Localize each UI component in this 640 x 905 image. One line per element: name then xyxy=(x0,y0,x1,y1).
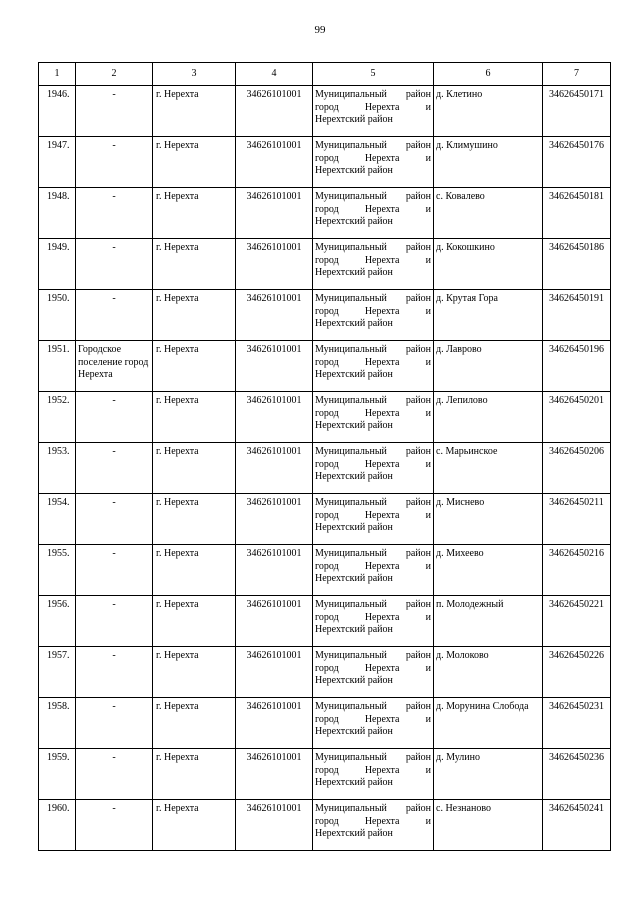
municipality-word: Муниципальный xyxy=(315,803,387,814)
municipality-word: Муниципальный xyxy=(315,191,387,202)
column-header-3: 3 xyxy=(153,63,236,86)
municipality-word: Нерехта xyxy=(364,101,400,113)
oktmo-code-cell: 34626101001 xyxy=(236,647,313,698)
city-cell: г. Нерехта xyxy=(153,290,236,341)
municipality-line xyxy=(315,650,431,663)
column-header-6: 6 xyxy=(434,63,543,86)
okato-code-cell: 34626450241 xyxy=(543,800,611,851)
municipality-word: город xyxy=(315,356,339,368)
municipality-word: район xyxy=(405,548,431,559)
municipality-line xyxy=(315,408,431,421)
oktmo-code-cell: 34626101001 xyxy=(236,290,313,341)
municipality-word: город xyxy=(315,101,339,113)
settlement-cell: - xyxy=(76,647,153,698)
municipality-word: город xyxy=(315,611,339,623)
municipality-line xyxy=(315,102,431,115)
oktmo-code-cell: 34626101001 xyxy=(236,188,313,239)
municipality-cell xyxy=(313,494,434,545)
municipality-line xyxy=(315,357,431,370)
okato-code-cell: 34626450176 xyxy=(543,137,611,188)
settlement-cell: - xyxy=(76,188,153,239)
municipality-word: Нерехта xyxy=(364,152,400,164)
municipality-line xyxy=(315,255,431,268)
municipality-word: Муниципальный xyxy=(315,497,387,508)
municipality-word: город xyxy=(315,152,339,164)
table-row xyxy=(39,137,611,188)
municipality-cell xyxy=(313,290,434,341)
okato-code-cell: 34626450211 xyxy=(543,494,611,545)
settlement-cell: - xyxy=(76,698,153,749)
okato-code-cell: 34626450236 xyxy=(543,749,611,800)
municipality-word: район xyxy=(405,395,431,406)
municipality-word: Нерехта xyxy=(364,611,400,623)
municipality-word: район xyxy=(405,344,431,355)
municipality-word: Нерехта xyxy=(364,305,400,317)
municipality-line: Нерехтский район xyxy=(315,726,393,737)
municipality-word: Нерехта xyxy=(364,713,400,725)
table-row xyxy=(39,239,611,290)
city-cell: г. Нерехта xyxy=(153,749,236,800)
row-number-cell: 1953. xyxy=(39,443,76,494)
municipality-cell xyxy=(313,443,434,494)
row-number-cell: 1958. xyxy=(39,698,76,749)
okato-code-cell: 34626450231 xyxy=(543,698,611,749)
okato-code-cell: 34626450196 xyxy=(543,341,611,392)
municipality-line xyxy=(315,701,431,714)
municipality-line xyxy=(315,306,431,319)
municipality-word: район xyxy=(405,242,431,253)
municipality-word: Нерехта xyxy=(364,560,400,572)
municipality-word: Муниципальный xyxy=(315,548,387,559)
locality-cell: с. Незнаново xyxy=(434,800,543,851)
municipality-word: город xyxy=(315,509,339,521)
municipality-word: город xyxy=(315,560,339,572)
row-number-cell: 1947. xyxy=(39,137,76,188)
okato-code-cell: 34626450216 xyxy=(543,545,611,596)
table-row xyxy=(39,749,611,800)
settlement-cell: - xyxy=(76,443,153,494)
municipality-line xyxy=(315,803,431,816)
municipality-line: Нерехтский район xyxy=(315,267,393,278)
municipality-word: район xyxy=(405,293,431,304)
municipality-word: район xyxy=(405,191,431,202)
table-row xyxy=(39,494,611,545)
oktmo-code-cell: 34626101001 xyxy=(236,239,313,290)
municipality-word: район xyxy=(405,446,431,457)
column-header-2: 2 xyxy=(76,63,153,86)
locality-cell: д. Кокошкино xyxy=(434,239,543,290)
municipality-word: и xyxy=(425,662,431,674)
column-header-1: 1 xyxy=(39,63,76,86)
municipality-word: и xyxy=(425,560,431,572)
locality-cell: д. Клетино xyxy=(434,86,543,137)
municipality-line xyxy=(315,599,431,612)
municipality-cell xyxy=(313,647,434,698)
row-number-cell: 1951. xyxy=(39,341,76,392)
city-cell: г. Нерехта xyxy=(153,698,236,749)
row-number-cell: 1960. xyxy=(39,800,76,851)
municipality-line xyxy=(315,561,431,574)
oktmo-code-cell: 34626101001 xyxy=(236,86,313,137)
municipality-word: район xyxy=(405,89,431,100)
city-cell: г. Нерехта xyxy=(153,137,236,188)
municipality-line: Нерехтский район xyxy=(315,420,393,431)
municipality-word: и xyxy=(425,815,431,827)
municipality-line xyxy=(315,510,431,523)
row-number-cell: 1946. xyxy=(39,86,76,137)
municipality-cell xyxy=(313,239,434,290)
city-cell: г. Нерехта xyxy=(153,239,236,290)
municipality-line: Нерехтский район xyxy=(315,828,393,839)
municipality-line: Нерехтский район xyxy=(315,675,393,686)
municipality-line: Нерехтский район xyxy=(315,522,393,533)
municipality-word: Муниципальный xyxy=(315,650,387,661)
municipality-word: город xyxy=(315,713,339,725)
municipality-word: и xyxy=(425,509,431,521)
row-number-cell: 1952. xyxy=(39,392,76,443)
table-body xyxy=(39,86,611,851)
oktmo-code-cell: 34626101001 xyxy=(236,137,313,188)
city-cell: г. Нерехта xyxy=(153,443,236,494)
table-row xyxy=(39,392,611,443)
page-number: 99 xyxy=(314,24,326,36)
municipality-line xyxy=(315,395,431,408)
locality-cell: д. Михеево xyxy=(434,545,543,596)
city-cell: г. Нерехта xyxy=(153,800,236,851)
municipality-word: Муниципальный xyxy=(315,140,387,151)
settlement-cell: Городское поселение город Нерехта xyxy=(76,341,153,392)
municipality-line xyxy=(315,242,431,255)
settlement-cell: - xyxy=(76,137,153,188)
locality-cell: д. Лаврово xyxy=(434,341,543,392)
municipality-word: Муниципальный xyxy=(315,446,387,457)
municipality-line xyxy=(315,612,431,625)
municipality-word: и xyxy=(425,101,431,113)
municipality-word: район xyxy=(405,701,431,712)
row-number-cell: 1954. xyxy=(39,494,76,545)
municipality-word: Муниципальный xyxy=(315,89,387,100)
column-header-4: 4 xyxy=(236,63,313,86)
municipality-line: Нерехтский район xyxy=(315,777,393,788)
municipality-word: и xyxy=(425,713,431,725)
municipality-word: Муниципальный xyxy=(315,293,387,304)
city-cell: г. Нерехта xyxy=(153,188,236,239)
city-cell: г. Нерехта xyxy=(153,545,236,596)
table-row xyxy=(39,698,611,749)
municipality-word: район xyxy=(405,140,431,151)
table-row xyxy=(39,647,611,698)
settlement-cell: - xyxy=(76,392,153,443)
municipality-word: и xyxy=(425,356,431,368)
municipality-cell xyxy=(313,749,434,800)
municipality-cell xyxy=(313,698,434,749)
municipality-line xyxy=(315,663,431,676)
municipality-line: Нерехтский район xyxy=(315,369,393,380)
locality-cell: д. Миснево xyxy=(434,494,543,545)
municipality-word: город xyxy=(315,254,339,266)
municipality-word: Нерехта xyxy=(364,815,400,827)
table-row xyxy=(39,596,611,647)
municipality-word: город xyxy=(315,305,339,317)
settlements-table xyxy=(38,62,611,851)
okato-code-cell: 34626450186 xyxy=(543,239,611,290)
municipality-line xyxy=(315,765,431,778)
municipality-word: Нерехта xyxy=(364,254,400,266)
municipality-line xyxy=(315,191,431,204)
okato-code-cell: 34626450201 xyxy=(543,392,611,443)
municipality-line: Нерехтский район xyxy=(315,624,393,635)
municipality-line xyxy=(315,89,431,102)
row-number-cell: 1959. xyxy=(39,749,76,800)
municipality-cell xyxy=(313,596,434,647)
municipality-word: Нерехта xyxy=(364,764,400,776)
okato-code-cell: 34626450181 xyxy=(543,188,611,239)
municipality-word: район xyxy=(405,752,431,763)
settlement-cell: - xyxy=(76,494,153,545)
municipality-word: и xyxy=(425,458,431,470)
municipality-word: район xyxy=(405,599,431,610)
settlement-cell: - xyxy=(76,800,153,851)
municipality-line xyxy=(315,816,431,829)
municipality-word: город xyxy=(315,458,339,470)
municipality-word: Нерехта xyxy=(364,458,400,470)
municipality-line: Нерехтский район xyxy=(315,165,393,176)
municipality-line xyxy=(315,344,431,357)
municipality-word: район xyxy=(405,803,431,814)
municipality-line xyxy=(315,204,431,217)
municipality-word: Муниципальный xyxy=(315,344,387,355)
municipality-line xyxy=(315,459,431,472)
settlement-cell: - xyxy=(76,596,153,647)
municipality-word: Нерехта xyxy=(364,509,400,521)
municipality-line: Нерехтский район xyxy=(315,471,393,482)
municipality-word: и xyxy=(425,407,431,419)
municipality-word: и xyxy=(425,254,431,266)
settlement-cell: - xyxy=(76,239,153,290)
municipality-cell xyxy=(313,137,434,188)
row-number-cell: 1949. xyxy=(39,239,76,290)
locality-cell: п. Молодежный xyxy=(434,596,543,647)
municipality-word: город xyxy=(315,407,339,419)
municipality-word: город xyxy=(315,815,339,827)
oktmo-code-cell: 34626101001 xyxy=(236,494,313,545)
municipality-line xyxy=(315,548,431,561)
municipality-cell xyxy=(313,86,434,137)
oktmo-code-cell: 34626101001 xyxy=(236,749,313,800)
municipality-line: Нерехтский район xyxy=(315,114,393,125)
municipality-word: город xyxy=(315,662,339,674)
oktmo-code-cell: 34626101001 xyxy=(236,341,313,392)
municipality-word: Муниципальный xyxy=(315,599,387,610)
municipality-word: город xyxy=(315,764,339,776)
oktmo-code-cell: 34626101001 xyxy=(236,545,313,596)
city-cell: г. Нерехта xyxy=(153,494,236,545)
municipality-cell xyxy=(313,188,434,239)
municipality-cell xyxy=(313,800,434,851)
table-row xyxy=(39,545,611,596)
oktmo-code-cell: 34626101001 xyxy=(236,392,313,443)
table-row xyxy=(39,443,611,494)
municipality-word: Нерехта xyxy=(364,203,400,215)
municipality-line xyxy=(315,714,431,727)
row-number-cell: 1950. xyxy=(39,290,76,341)
column-header-5: 5 xyxy=(313,63,434,86)
city-cell: г. Нерехта xyxy=(153,392,236,443)
settlement-cell: - xyxy=(76,749,153,800)
municipality-word: и xyxy=(425,764,431,776)
city-cell: г. Нерехта xyxy=(153,596,236,647)
municipality-line xyxy=(315,293,431,306)
city-cell: г. Нерехта xyxy=(153,647,236,698)
municipality-line: Нерехтский район xyxy=(315,216,393,227)
oktmo-code-cell: 34626101001 xyxy=(236,698,313,749)
city-cell: г. Нерехта xyxy=(153,86,236,137)
municipality-word: Муниципальный xyxy=(315,242,387,253)
locality-cell: д. Мулино xyxy=(434,749,543,800)
municipality-word: район xyxy=(405,650,431,661)
municipality-line: Нерехтский район xyxy=(315,573,393,584)
okato-code-cell: 34626450206 xyxy=(543,443,611,494)
municipality-word: город xyxy=(315,203,339,215)
municipality-word: Муниципальный xyxy=(315,701,387,712)
municipality-word: Нерехта xyxy=(364,662,400,674)
okato-code-cell: 34626450191 xyxy=(543,290,611,341)
municipality-line xyxy=(315,140,431,153)
locality-cell: д. Лепилово xyxy=(434,392,543,443)
table-row xyxy=(39,341,611,392)
municipality-cell xyxy=(313,341,434,392)
municipality-word: и xyxy=(425,152,431,164)
column-header-7: 7 xyxy=(543,63,611,86)
settlement-cell: - xyxy=(76,86,153,137)
table-header-row xyxy=(39,63,611,86)
municipality-word: и xyxy=(425,305,431,317)
settlement-cell: - xyxy=(76,545,153,596)
row-number-cell: 1955. xyxy=(39,545,76,596)
municipality-word: район xyxy=(405,497,431,508)
municipality-line xyxy=(315,446,431,459)
oktmo-code-cell: 34626101001 xyxy=(236,443,313,494)
oktmo-code-cell: 34626101001 xyxy=(236,596,313,647)
table-row xyxy=(39,290,611,341)
okato-code-cell: 34626450226 xyxy=(543,647,611,698)
row-number-cell: 1948. xyxy=(39,188,76,239)
municipality-line: Нерехтский район xyxy=(315,318,393,329)
table-row xyxy=(39,188,611,239)
locality-cell: д. Морунина Слобода xyxy=(434,698,543,749)
municipality-word: и xyxy=(425,611,431,623)
municipality-cell xyxy=(313,545,434,596)
municipality-word: Нерехта xyxy=(364,407,400,419)
table-row xyxy=(39,86,611,137)
oktmo-code-cell: 34626101001 xyxy=(236,800,313,851)
municipality-word: Муниципальный xyxy=(315,752,387,763)
locality-cell: с. Марьинское xyxy=(434,443,543,494)
row-number-cell: 1957. xyxy=(39,647,76,698)
municipality-line xyxy=(315,497,431,510)
okato-code-cell: 34626450171 xyxy=(543,86,611,137)
locality-cell: д. Климушино xyxy=(434,137,543,188)
municipality-word: Нерехта xyxy=(364,356,400,368)
locality-cell: с. Ковалево xyxy=(434,188,543,239)
city-cell: г. Нерехта xyxy=(153,341,236,392)
okato-code-cell: 34626450221 xyxy=(543,596,611,647)
locality-cell: д. Крутая Гора xyxy=(434,290,543,341)
municipality-cell xyxy=(313,392,434,443)
municipality-line xyxy=(315,752,431,765)
municipality-word: Муниципальный xyxy=(315,395,387,406)
settlement-cell: - xyxy=(76,290,153,341)
locality-cell: д. Молоково xyxy=(434,647,543,698)
table-row xyxy=(39,800,611,851)
row-number-cell: 1956. xyxy=(39,596,76,647)
municipality-word: и xyxy=(425,203,431,215)
municipality-line xyxy=(315,153,431,166)
